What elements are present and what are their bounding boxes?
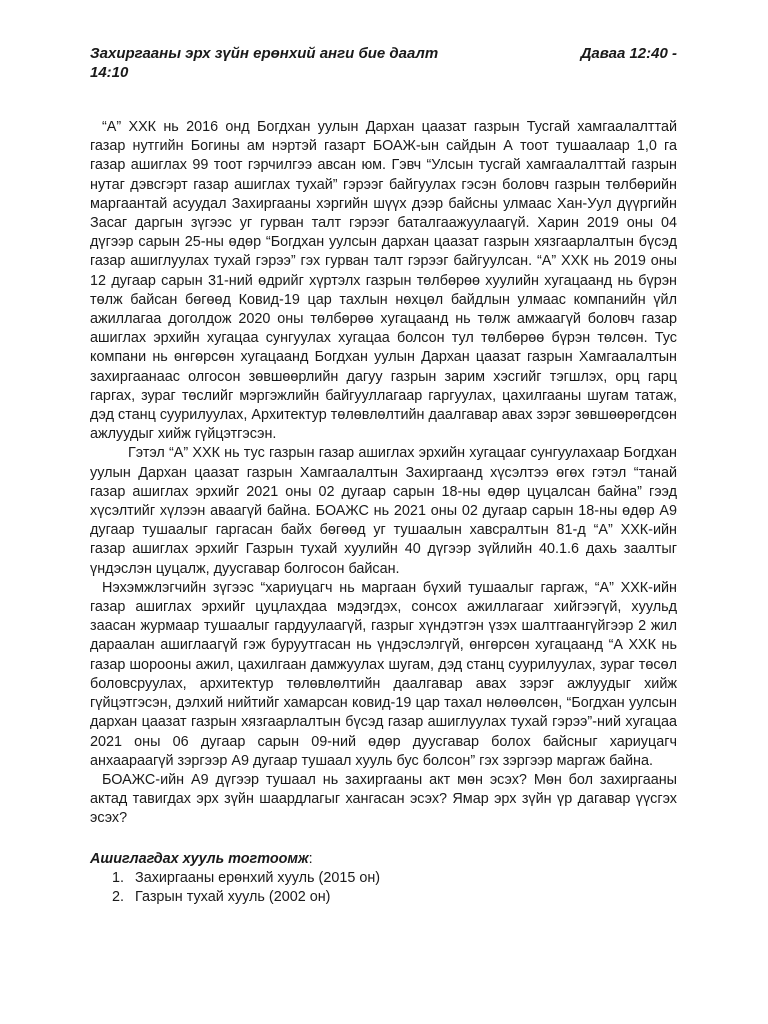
list-item bbox=[90, 869, 677, 888]
laws-list bbox=[90, 869, 677, 907]
list-item-number: 2. bbox=[112, 888, 125, 905]
paragraph-2: Гэтэл “А” ХХК нь тус газрын газар ашиглах эрхийн хугацааг сунгуулахаар Богдхан уулын Дархан цаазат газрын Хамгаалалтын Захиргаанд хүсэлтээ өгөх гэтэл “танай газар ашиглах эрхийг 2021 оны 02 дугаар сарын 18-ны өдөр цуцалсан байна” гээд хүсэлтийг хүлээн аваагүй байна. БОАЖС нь 2021 оны 02 дугаар сарын 18-ны өдөр А9 дугаар тушаалыг гаргасан байх бөгөөд уг тушаалын хавсралтын 81-д “А” ХХК-ийн газар ашиглах эрхийг Газрын тухай хуулийн 40 дүгээр зүйлийн 40.1.6 дахь заалтыг үндэслэн цуцалж, дуусгавар болгосон байсан. bbox=[90, 445, 677, 577]
list-item bbox=[90, 888, 677, 907]
laws-title-suffix: : bbox=[308, 850, 313, 867]
course-title: Захиргааны эрх зүйн ерөнхий анги бие даалт bbox=[90, 45, 439, 62]
laws-title: Ашиглагдах хууль тогтоомж bbox=[90, 850, 309, 867]
laws-heading bbox=[90, 850, 677, 869]
paragraph-1-text: 2016 онд Богдхан уулын Дархан цаазат газрын Тусгай хамгаалалттай газар нутгийн Богины ам нэртэй газарт БОАЖ-ын сайдын А тоот тушаалаар 1,0 га газар ашиглах 99 тоот гэрчилгээ авсан юм. Гэвч “Улсын тусгай хамгаалалттай газрын нутаг дэвсгэрт газар ашиглах тухай” гэрээг байгуулах гэсэн боловч газрын төлбөрийн маргаантай асуудал Захиргааны хэргийн шүүх дээр байсны улмаас Хан-Уул дүүргийн Засаг даргын зүгээс уг гурван талт гэрээг баталгаажуулаагүй. Харин 2019 оны 04 дүгээр сарын 25-ны өдөр “Богдхан уулсын дархан цаазат газрын хязгаарлалтын бүсэд газар ашиглуулах тухай гэрээ” гэх гурван талт гэрээг байгуулсан. “А” ХХК нь 2019 оны 12 дугаар сарын 31-ний өдрийг хүртэлх газрын төлбөрөө хуулийн хугацаанд нь бүрэн төлж байсан бөгөөд Ковид-19 цар тахлын нөхцөл байдлын улмаас компанийн үйл ажиллагаа доголдож 2020 оны төлбөрөө хугацаанд нь төлж амжаагүй боловч газар ашиглах эрхийн хугацаа сунгуулах хугацаа болсон тул төлбөрөө бүрэн төлсөн. Тус компани нь өнгөрсөн хугацаанд Богдхан уулын Дархан цаазат газрын Хамгаалалтын захиргаанаас олгосон зөвшөөрлийн дагуу газрын зарим хэсгийг тэгшлэх, орц гарц гаргах, зураг төслийг мэргэжлийн байгууллагаар гаргуулах, цахилгааны шугам татаж, дэд станц суурилуулах, Архитектур төлөвлөлтийн даалгавар авах зэрэг зөвшөөрөгдсөн ажлуудыг хийж гүйцэтгэсэн. bbox=[90, 119, 677, 443]
company-name-lead: “А” ХХК нь bbox=[102, 119, 187, 135]
list-item-text: Газрын тухай хууль (2002 он) bbox=[135, 888, 331, 905]
paragraph-4-questions: БОАЖС-ийн А9 дүгээр тушаал нь захиргааны акт мөн эсэх? Мөн бол захиргааны актад тавигдах эрх зүйн шаардлагыг хангасан эсэх? Ямар эрх зүйн үр дагавар үүсгэх эсэх? bbox=[90, 771, 677, 827]
case-description bbox=[90, 118, 677, 829]
laws-section bbox=[90, 850, 677, 908]
class-time-start: Даваа 12:40 - bbox=[580, 45, 677, 62]
document-page bbox=[90, 44, 677, 907]
class-time-end: 14:10 bbox=[90, 64, 129, 81]
list-item-text: Захиргааны ерөнхий хууль (2015 он) bbox=[135, 869, 381, 886]
list-item-number: 1. bbox=[112, 869, 125, 886]
paragraph-3: Нэхэмжлэгчийн зүгээс “хариуцагч нь маргаан бүхий тушаалыг гаргаж, “А” ХХК-ийн газар ашиглах эрхийг цуцлахдаа мэдэгдэх, сонсох ажиллагааг хийгээгүй, хуульд заасан журмаар тушаалыг гардуулаагүй, газрыг хүндэтгэн үзэх шалтгаангүйгээр 2 жил дараалан ашиглаагүй гэж буруутгасан нь үндэслэлгүй, өнгөрсөн хугацаанд “А ХХК нь газар шорооны ажил, цахилгаан дамжуулах шугам, дэд станц суурилуулах, зураг төсөл боловсруулах, архитектур төлөвлөлтийн даалгавар авах зэрэг ажлуудыг хийж гүйцэтгэсэн, дэлхий нийтийг хамарсан ковид-19 цар тахал нөлөөлсөн, “Богдхан уулсын дархан цаазат газрын хязгаарлалтын бүсэд газар ашиглуулах тухай гэрээ”-ний хугацаа 2021 оны 06 дугаар сарын 09-ний өдөр дуусгавар болох байсныг хариуцагч анхаараагүй зэргээр А9 дугаар тушаал хууль бус болсон” гэх зэргээр маргаж байна. bbox=[90, 579, 677, 769]
document-header bbox=[90, 44, 677, 84]
paragraph-1 bbox=[90, 118, 677, 444]
